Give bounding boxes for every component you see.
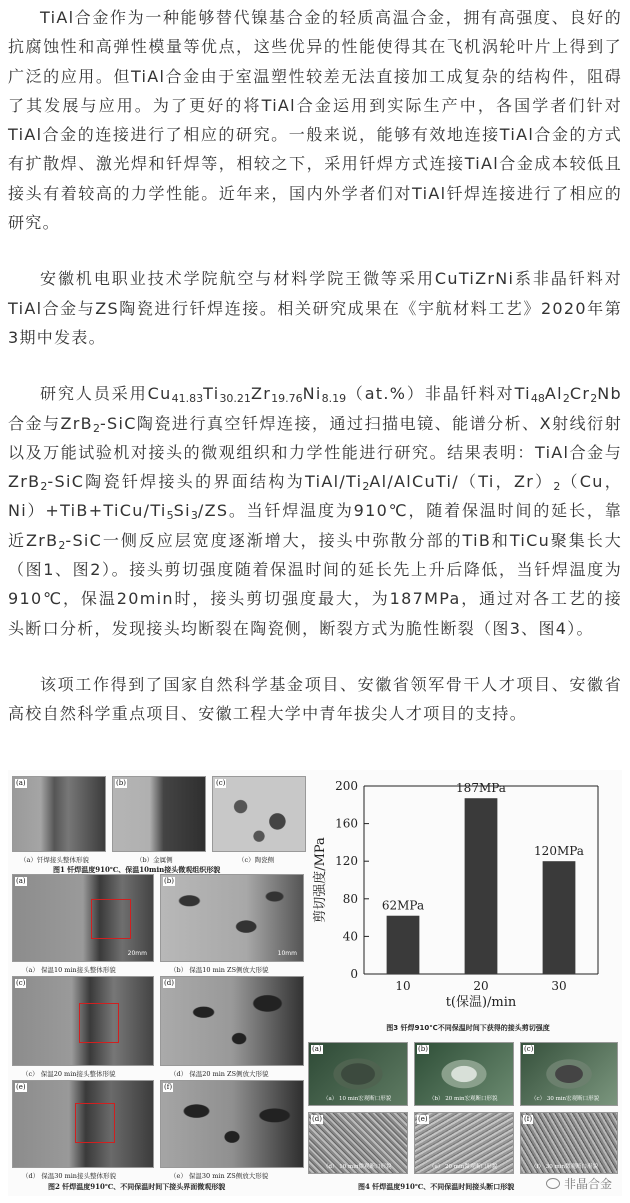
y-tick-label: 200 [335,779,358,793]
paragraph-source: 安徽机电职业技术学院航空与材料学院王微等采用CuTiZrNi系非晶钎料对TiAl合金与ZS陶瓷进行钎焊连接。相关研究成果在《宇航材料工艺》2020年第3期中发表。 [8,269,622,347]
fig2-panel-d: (d) [160,976,304,1066]
data-label: 187MPa [456,781,506,796]
fig1-panel-a: (a) [12,776,106,852]
highlight-box [91,899,131,939]
figure-3-title: 图3 钎焊910℃不同保温时间下获得的接头剪切强度 [386,1024,550,1032]
x-axis-label: t(保温)/min [445,995,517,1010]
y-axis-label: 剪切强度/MPa [313,837,328,923]
x-tick-label: 10 [395,979,411,993]
fig2-panel-c: (c) [12,976,154,1066]
article-body [8,0,622,756]
fig4-panel-f: (f) （f） 30 min微观断口形貌 [520,1112,618,1174]
bar [543,861,576,974]
y-tick-label: 40 [342,929,358,944]
watermark-text: 非晶合金 [563,1177,612,1191]
paragraph-intro: TiAl合金作为一种能够替代镍基合金的轻质高温合金，拥有高强度、良好的抗腐蚀性和高弹性模量等优点，这些优异的性能使得其在飞机涡轮叶片上得到了广泛的应用。但TiAl合金由于室温塑性较差无法直接加工成复杂的结构件，阻碍了其发展与应用。为了更好的将TiAl合金运用到实际生产中，各国学者们针对TiAl合金的连接进行了相应的研究。一般来说，能够有效地连接TiAl合金的方式有扩散焊、激光焊和钎焊等，相较之下，采用钎焊方式连接TiAl合金成本较低且接头有着较高的力学性能。近年来，国内外学者们对TiAl钎焊连接进行了相应的研究。 [8,8,622,233]
highlight-box [79,1003,119,1043]
fig2-panel-f: (f) [160,1080,304,1168]
fig1-panel-c: (c) [212,776,306,852]
x-tick-label: 20 [473,979,489,993]
fig4-panel-b: (b) （b） 20 min宏观断口形貌 [414,1042,514,1106]
data-label: 120MPa [534,844,584,859]
fig4-panel-a: (a) （a） 10 min宏观断口形貌 [308,1042,408,1106]
bars [387,798,576,974]
fig2-panel-a: (a) 20mm [12,874,154,962]
bar [387,916,420,974]
fig4-panel-e: (e) （e） 20 min微观断口形貌 [414,1112,514,1174]
highlight-box [75,1103,115,1143]
paragraph-funding: 该项工作得到了国家自然科学基金项目、安徽省领军骨干人才项目、安徽省高校自然科学重点项目、安徽工程大学中青年拔尖人才项目的支持。 [8,674,622,724]
x-tick-label: 30 [551,979,567,993]
figure-3-shear-strength-chart [308,774,618,1034]
wechat-icon [546,1178,560,1189]
fig2-panel-b: (b) 10mm [160,874,304,962]
fig1-panel-b: (b) [112,776,206,852]
data-label: 62MPa [381,898,425,913]
fig4-panel-c: (c) （c） 30 min宏观断口形貌 [520,1042,618,1106]
y-tick-label: 0 [350,967,358,981]
y-tick-label: 80 [342,891,358,906]
y-tick-label: 120 [335,854,358,869]
paragraph-results: 研究人员采用$Cu_{41.83}Ti_{30.21}Zr_{19.76}Ni_{8.19}(at.\%)$非晶钎料对$Ti_{48}Al_2Cr_2Nb$合金与ZrB$_2$-SiC陶瓷进行真空钎焊连接，通过扫描电镜、能谱分析、X射线衍射以及万能试验机对接头的微观组织和力学性能进行研究。结果表明：TiAl合金与ZrB$_2$-SiC陶瓷钎焊接头的界面结构为TiAl/$Ti_2Al/AlCuTi/(Ti$，$Zr)_2(Cu$，$Ni)+TiB+TiCu/Ti_5Si_3/ZS$。当钎焊温度为910℃，随着保温时间的延长，靠近ZrB$_2$-SiC一侧反应层宽度逐渐增大，接头中弥散分部的TiB和TiCu聚集长大（图1、图2）。接头剪切强度随着保温时间的延长先上升后降低，当钎焊温度为910℃，保温20min时，接头剪切强度最大，为187MPa，通过对各工艺的接头断口分析，发现接头均断裂在陶瓷侧，断裂方式为脆性断裂（图3、图4）。 [8,384,623,638]
fig2-panel-e: (e) [12,1080,154,1168]
fig4-panel-d: (d) （d） 10 min微观断口形貌 [308,1112,408,1174]
y-tick-label: 160 [335,816,358,831]
figure-composite: (a) (b) (c) （a）钎焊接头整体形貌 （b）金属侧 （c）陶瓷侧 图1 钎焊温度910℃、保温10min接头微观组织形貌 (a) 20mm (b) 10mm （a） 保温10 min接头整体形貌 （b） 保温10 min ZS侧放大形貌 (c) (d) （c） 保温20 min接头整体形貌 （d） 保温20 min ZS侧放大形貌 (e) (f) （d） 保温30 min接头整体形貌 （e） 保温30 min ZS侧放大形貌 图2 钎焊温度910℃、不同保温时间下接头界面微观形貌 0 40 80 120 160 200 10 20 30 62MPa 187MPa 120MPa 剪切强度/MPa t(保温)/min 图3 钎焊910℃不同保温时间下获得的接头剪切强度 (a) （a） 10 min宏观断口形貌 (b) （b） 20 min宏观断口形貌 (c) （c） 30 min宏观断口形貌 (d) （d） 10 min微观断口形貌 (e) （e） 20 min微观断口形貌 (f) （f） 30 min微观断口形貌 图4 钎焊温度910℃、不同保温时间接头断口形貌 非晶合金 [8,770,622,1196]
bar [465,798,498,974]
watermark [546,1175,612,1192]
